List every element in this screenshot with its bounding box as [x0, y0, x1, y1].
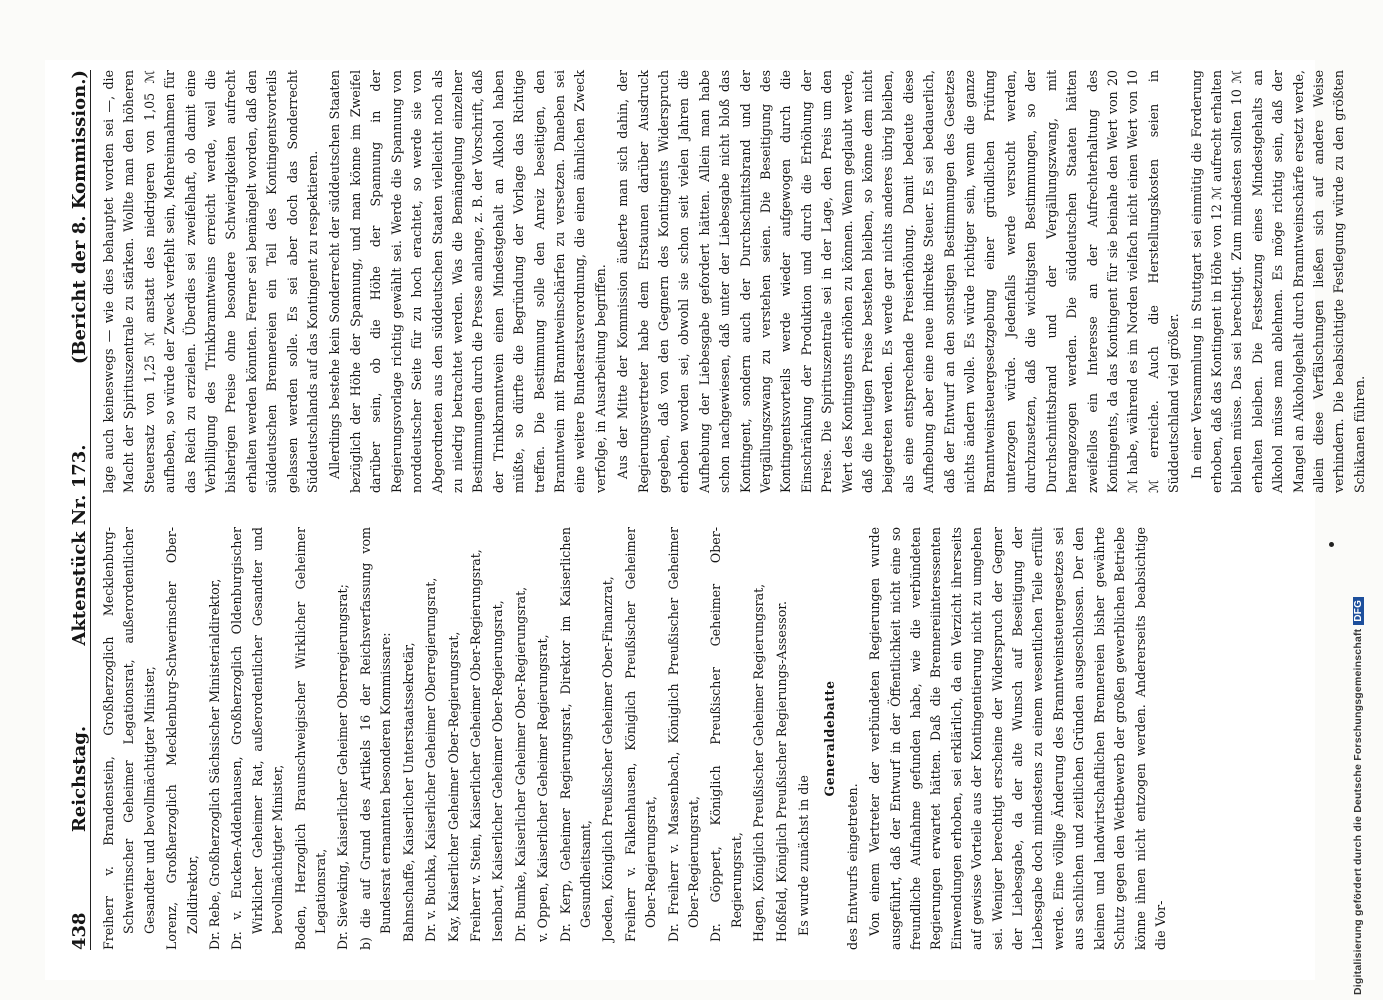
paragraph: Dr. Göppert, Königlich Preußischer Geheimer Ober-Regierungsrat, [708, 527, 744, 942]
paragraph: Dr. Bumke, Kaiserlicher Geheimer Ober-Regierungsrat, [512, 586, 528, 942]
section-heading: Generaldebatte [822, 680, 838, 797]
paragraph: Dr. v. Eucken-Addenhausen, Großherzoglich Oldenburgischer Wirklicher Geheimer Rat, außerordentlicher Gesandter und bevollmächtigter Minister, [229, 527, 286, 950]
side-note [1352, 5, 1372, 995]
digitization-credit: Digitalisierung gefördert durch die Deutsche Forschungsgemeinschaft [1352, 628, 1364, 995]
paragraph: Von einem Vertreter der verbündeten Regierungen wurde ausgeführt, daß der Entwurf in der Öffentlichkeit nicht eine so freundliche Aufnahme gefunden habe, wie die verbündeten Regierungen erwartet hätten. Daß die Brennereiinteressenten Einwendungen erhoben, sei erklärlich, da ein Verzicht ihrerseits auf gewisse Vorteile aus der Kontingentierung nicht zu umgehen sei. Weniger berechtigt erscheine der Widerspruch der Gegner der Liebesgabe, da der alte Wunsch auf Beseitigung der Liebesgabe doch mindestens zu einem wesentlichen Teile erfüllt werde. Eine völlige Änderung des Branntweinsteuergesetzes sei aus sachlichen und zeitlichen Gründen ausgeschlossen. Der den kleinen und landwirtschaftlichen Brennereien bisher gewährte Schutz gegen den Wettbewerb der großen gewerblichen Betriebe könne ihnen nicht entzogen werden. Andererseits beabsichtige die Vor- [867, 527, 1168, 950]
left-column [99, 527, 1279, 950]
paragraph: Freiherr v. Brandenstein, Großherzoglich Mecklenburg-Schwerinscher Geheimer Legationsrat, außerordentlicher Gesandter und bevollmächtigter Minister, [101, 527, 157, 950]
paragraph: v. Oppen, Kaiserlicher Geheimer Regierungsrat, [535, 634, 551, 942]
paragraph: Freiherr v. Falkenhausen, Königlich Preußischer Geheimer Ober-Regierungsrat, [622, 527, 659, 942]
scan-speck [1329, 542, 1334, 547]
paragraph: Aus der Mitte der Kommission äußerte man sich dahin, der Regierungsvertreter habe dem Erstaunen darüber Ausdruck gegeben, daß von den Gegnern des Kontingents Widerspruch erhoben worden sei, obwohl sie schon seit vielen Jahren die Aufhebung der Liebesgabe gefordert hätten. Allein man habe schon nachgewiesen, daß unter der Liebesgabe nicht bloß das Kontingent, sondern auch der Durchschnittsbrand und der Vergällungszwang zu verstehen seien. Die Beseitigung des Kontingentsvorteils werde wieder aufgewogen durch die Einschränkung der Produktion und durch die Erhöhung der Preise. Die Spirituszentrale sei in der Lage, den Preis um den Wert des Kontingents erhöhen zu können. Wenn geglaubt werde, daß die heutigen Preise bestehen bleiben, so könne dem nicht beigetreten werden. Es werde gar nichts anderes übrig bleiben, als eine entsprechende Preiserhöhung. Damit bedeute diese Aufhebung aber eine neue indirekte Steuer. Es sei bedauerlich, daß der Entwurf an den sonstigen Bestimmungen des Gesetzes nichts ändern wolle. Es würde richtiger sein, wenn die ganze Branntweinsteuergesetzgebung einer gründlichen Prüfung unterzogen würde. Jedenfalls werde versucht werden, durchzusetzen, daß die wichtigsten Bestimmungen, so der Durchschnittsbrand und der Vergällungszwang, mit herangezogen werden. Die süddeutschen Staaten hätten zweifellos ein Interesse an der Aufrechterhaltung des Kontingents, da das Kontingent für sie beinahe den Wert von 20 ℳ habe, während es im Norden vielfach nicht einen Wert von 10 ℳ erreiche. Auch die Herstellungskosten seien in Süddeutschland viel größer. [615, 70, 1182, 493]
header-right-title: (Bericht der 8. Kommission.) [69, 70, 90, 365]
paragraph: Isenbart, Kaiserlicher Geheimer Ober-Regierungsrat, [490, 600, 506, 942]
paragraph: b) die auf Grund des Artikels 16 der Reichsverfassung vom Bundesrat ernannten besonderen Kommissare: [357, 527, 394, 950]
paragraph: Es wurde zunächst in die [796, 775, 811, 936]
paragraph: In einer Versammlung in Stuttgart sei einmütig die Forderung erhoben, daß das Kontingent in Höhe von 12 ℳ aufrecht erhalten bleiben müsse. Das sei berechtigt. Zum mindesten sollten 10 ℳ erhalten bleiben. Die Festsetzung eines Mindestgehalts an Alkohol müsse man ablehnen. Es möge richtig sein, daß der Mangel an Alkoholgehalt durch Branntweinschärfe ersetzt werde, allein diese Verfälschungen ließen sich auf andere Weise verhindern. Die beabsichtigte Festlegung würde zu den größten Schikanen führen. [1188, 70, 1367, 493]
paragraph: Lorenz, Großherzoglich Mecklenburg-Schwerinscher Ober-Zolldirektor, [164, 527, 200, 950]
page-header [60, 70, 91, 950]
paragraph: lage auch keineswegs — wie dies behauptet worden sei —, die Macht der Spirituszentrale zu stärken. Wollte man den höheren Steuersatz von 1,25 ℳ anstatt des niedrigeren von 1,05 ℳ aufheben, so würde der Zweck verfehlt sein, Mehreinnahmen für das Reich zu erzielen. Überdies sei zweifelhaft, ob damit eine Verbilligung des Trinkbranntweins erreicht werde, weil die bisherigen Preise ohne besondere Schwierigkeiten aufrecht erhalten werden könnten. Ferner sei bemängelt worden, daß den süddeutschen Brennereien ein Teil des Kontingentsvorteils gelassen werden solle. Es sei aber doch das Sonderrecht Süddeutschlands auf das Kontingent zu respektieren. [101, 70, 321, 493]
paragraph: Hoßfeld, Königlich Preußischer Regierungs-Assessor. [773, 601, 789, 942]
paragraph: Allerdings bestehe kein Sonderrecht der süddeutschen Staaten bezüglich der Höhe der Spannung, und man könne im Zweifel darüber sein, ob die Höhe der Spannung in der Regierungsvorlage richtig gewählt sei. Werde die Spannung von norddeutscher Seite für zu hoch erachtet, so werde sie von Abgeordneten aus den süddeutschen Staaten vielleicht noch als zu niedrig betrachtet werden. Was die Bemängelung einzelner Bestimmungen durch die Presse anlange, z. B. der Vorschrift, daß der Trinkbranntwein einen Mindestgehalt an Alkohol haben müßte, so dürfte die Begründung der Vorlage das Richtige treffen. Die Bestimmung solle den Anreiz beseitigen, den Branntwein mit Branntweinschärfen zu versetzen. Daneben sei eine weitere Bundesratsverordnung, die einen ähnlichen Zweck verfolge, in Ausarbeitung begriffen. [327, 70, 608, 493]
paragraph: Dr. v. Buchka, Kaiserlicher Geheimer Oberregierungsrat, [423, 577, 439, 942]
paragraph: des Entwurfs eingetreten. [844, 783, 860, 950]
paragraph: Freiherr v. Stein, Kaiserlicher Geheimer Ober-Regierungsrat, [467, 549, 483, 942]
paragraph: Joeden, Königlich Preußischer Geheimer Ober-Finanzrat, [600, 576, 616, 942]
paragraph: Dr. Kerp, Geheimer Regierungsrat, Direktor im Kaiserlichen Gesundheitsamt, [557, 527, 593, 942]
side-note-text [1352, 5, 1364, 995]
paragraph: Hagen, Königlich Preußischer Geheimer Regierungsrat, [751, 583, 767, 942]
page-number: 438 [69, 912, 90, 950]
paragraph: Dr. Freiherr v. Massenbach, Königlich Preußischer Geheimer Ober-Regierungsrat, [665, 527, 701, 942]
right-column [99, 70, 1367, 493]
paragraph: Boden, Herzoglich Braunschweigischer Wirklicher Geheimer Legationsrat, [292, 527, 329, 950]
paragraph: Bahnschaffe, Kaiserlicher Unterstaatssekretär, [400, 642, 416, 942]
header-left-title: Reichstag. [69, 725, 90, 833]
paragraph: Dr. Rebe, Großherzoglich Sächsischer Ministerialdirektor, [207, 578, 223, 950]
paragraph: Kay, Kaiserlicher Geheimer Ober-Regierungsrat, [445, 631, 461, 942]
header-center-title: Aktenstück Nr. 173. [69, 444, 90, 646]
paragraph: Dr. Sieveking, Kaiserlicher Geheimer Oberregierungsrat; [335, 584, 351, 950]
dfg-logo: DFG [1353, 597, 1364, 625]
